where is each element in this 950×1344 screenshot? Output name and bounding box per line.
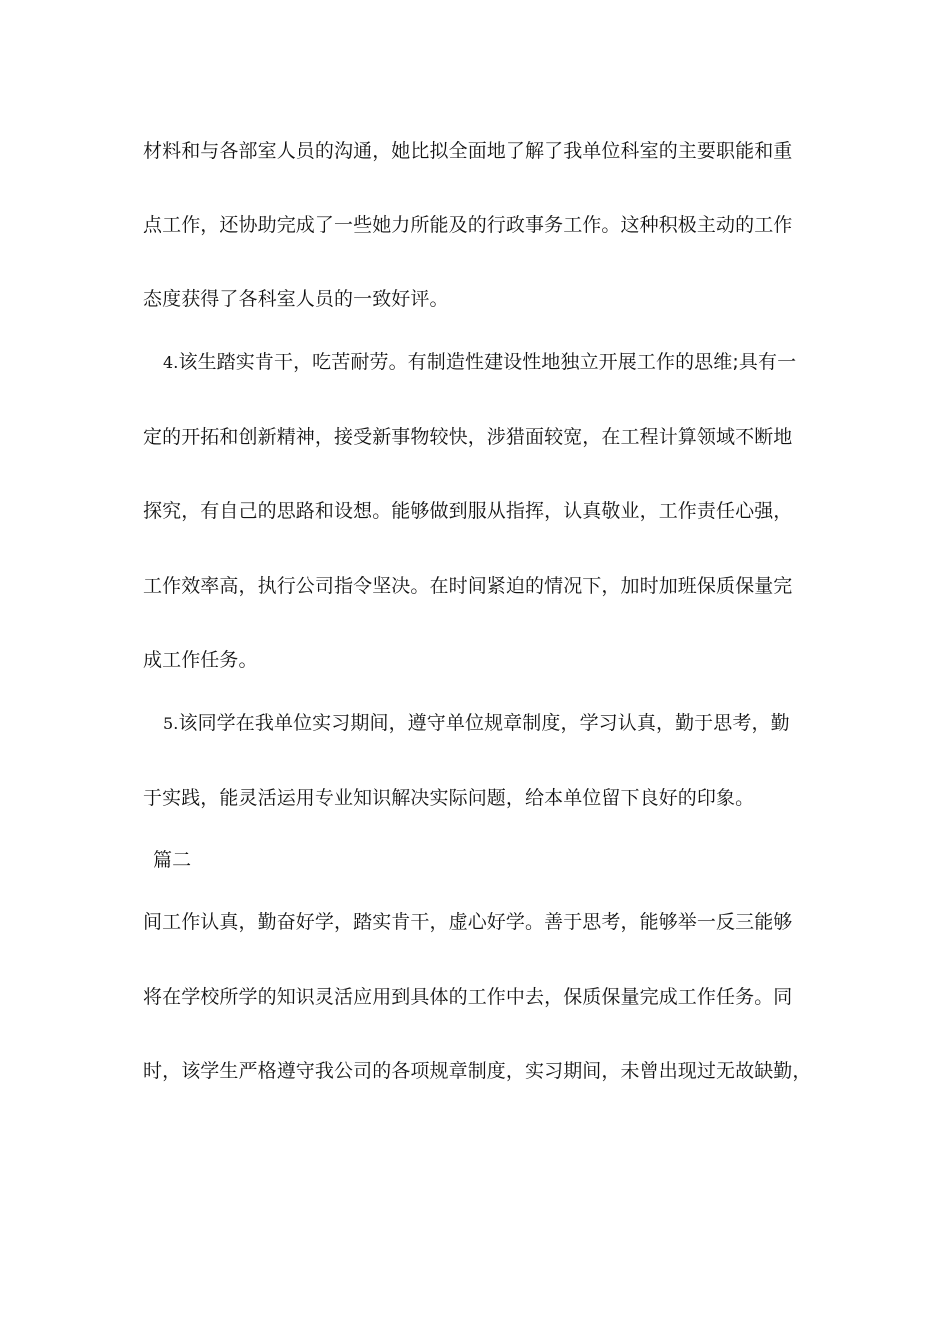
paragraph-line: 成工作任务。 xyxy=(143,649,258,671)
item-number: 5. xyxy=(163,714,179,733)
paragraph-line: 该生踏实肯干，吃苦耐劳。有制造性建设性地独立开展工作的思维;具有一 xyxy=(178,351,797,373)
numbered-item-5 xyxy=(163,711,790,736)
paragraph-line: 材料和与各部室人员的沟通，她比拟全面地了解了我单位科室的主要职能和重 xyxy=(143,140,793,162)
paragraph-line: 点工作，还协助完成了一些她力所能及的行政事务工作。这种积极主动的工作 xyxy=(143,214,793,236)
paragraph-line: 态度获得了各科室人员的一致好评。 xyxy=(143,288,449,310)
section-heading: 篇二 xyxy=(153,849,192,871)
numbered-item-4 xyxy=(163,350,796,375)
paragraph-line: 该同学在我单位实习期间，遵守单位规章制度，学习认真，勤于思考，勤 xyxy=(178,712,790,734)
paragraph-line: 探究，有自己的思路和设想。能够做到服从指挥，认真敬业，工作责任心强， xyxy=(143,500,793,522)
paragraph-line: 间工作认真，勤奋好学，踏实肯干，虚心好学。善于思考，能够举一反三能够 xyxy=(143,911,793,933)
paragraph-line: 时，该学生严格遵守我公司的各项规章制度，实习期间，未曾出现过无故缺勤， xyxy=(143,1060,812,1082)
paragraph-line: 将在学校所学的知识灵活应用到具体的工作中去，保质保量完成工作任务。同 xyxy=(143,986,793,1008)
paragraph-line: 定的开拓和创新精神，接受新事物较快，涉猎面较宽，在工程计算领域不断地 xyxy=(143,426,793,448)
paragraph-line: 工作效率高，执行公司指令坚决。在时间紧迫的情况下，加时加班保质保量完 xyxy=(143,575,793,597)
paragraph-line: 于实践，能灵活运用专业知识解决实际问题，给本单位留下良好的印象。 xyxy=(143,787,755,809)
item-number: 4. xyxy=(163,353,179,372)
